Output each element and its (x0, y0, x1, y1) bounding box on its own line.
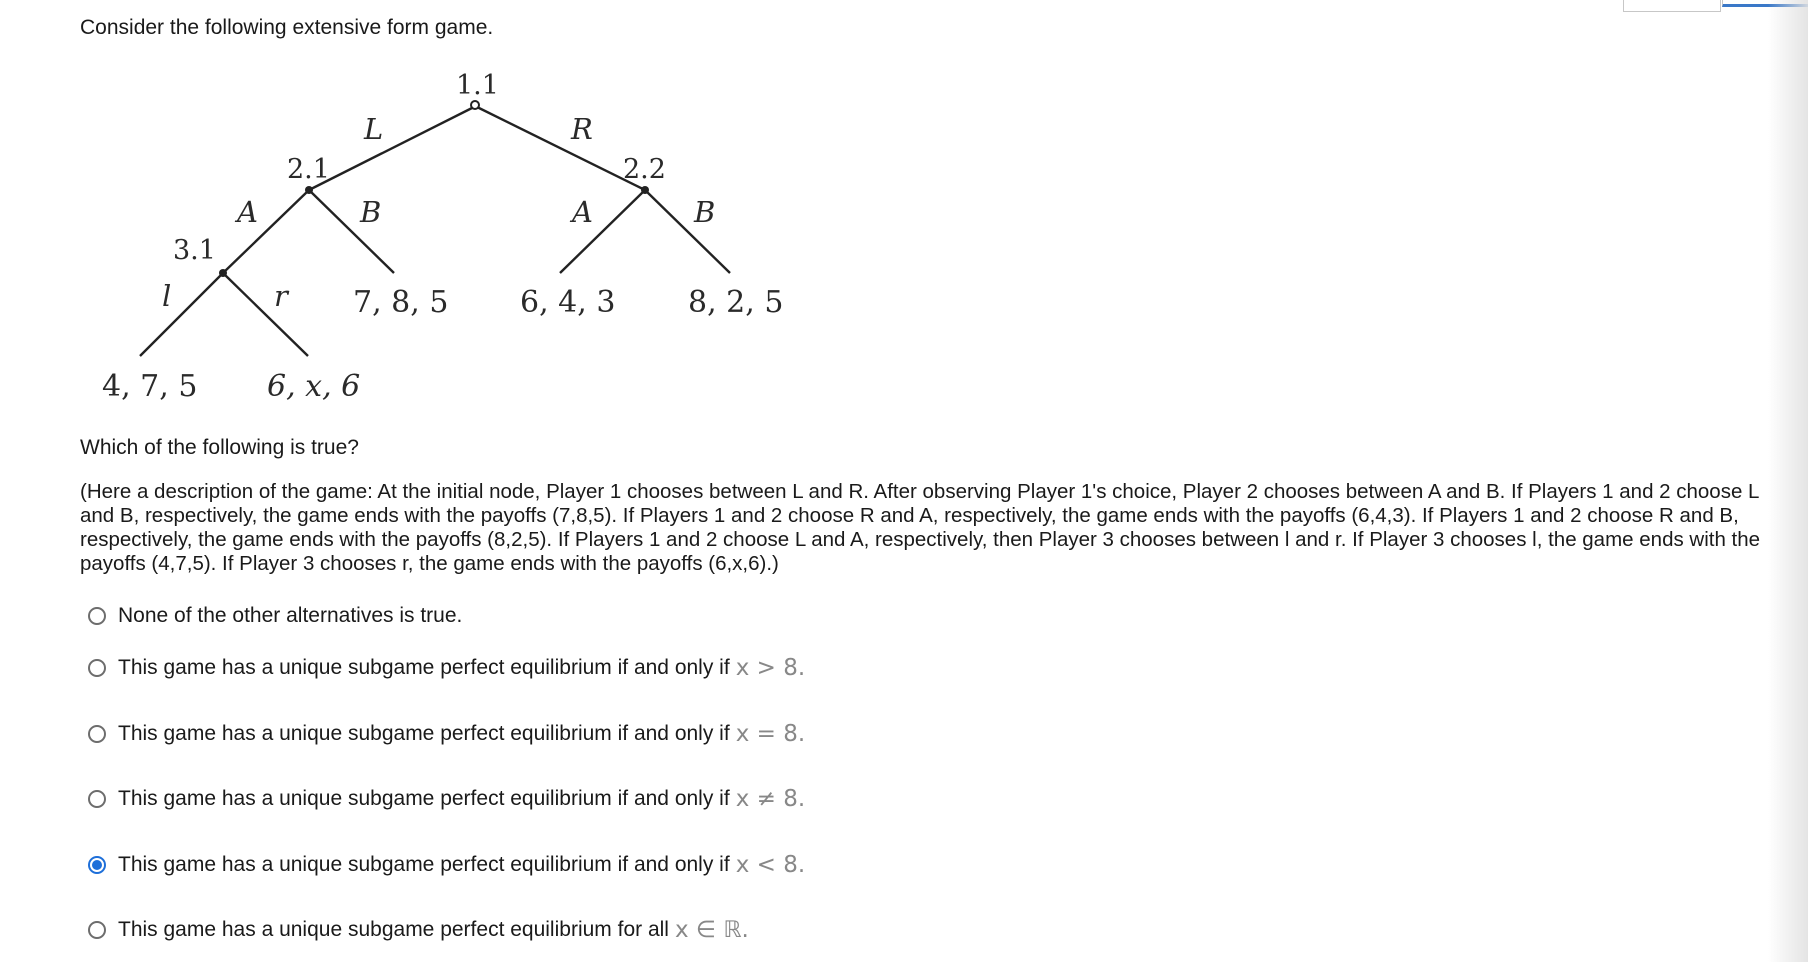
option-none[interactable] (88, 602, 462, 630)
node-label-p3: 3.1 (173, 235, 216, 266)
node-p2-left (305, 186, 313, 194)
game-description: (Here a description of the game: At the initial node, Player 1 chooses between L and R. After observing Player 1's choice, Player 2 chooses between A and B. If Players 1 and 2 choose L and B, respectively, the game ends with the payoffs (7,8,5). If Players 1 and 2 choose R and A, respectively, the game ends with the payoffs (6,4,3). If Players 1 and 2 choose R and B, respectively, the game ends with the payoffs (8,2,5). If Players 1 and 2 choose L and A, respectively, then Player 3 chooses between l and r. If Player 3 chooses l, the game ends with the payoffs (4,7,5). If Player 3 chooses r, the game ends with the payoffs (6,x,6).) (80, 480, 1761, 575)
node-label-root: 1.1 (456, 70, 499, 101)
action-label-p3-r: r (274, 279, 288, 313)
scroll-edge-shadow (1768, 0, 1808, 962)
radio-button[interactable] (88, 725, 106, 743)
option-text: This game has a unique subgame perfect equilibrium for all (118, 918, 669, 941)
branch-root-left (309, 107, 474, 190)
option-math: x = 8. (735, 721, 806, 747)
branch-p3-r (223, 273, 308, 356)
payoff-lal: 4, 7, 5 (102, 369, 198, 404)
option-x-equal-8[interactable] (88, 720, 805, 748)
action-label-root-left: L (364, 112, 384, 146)
option-math: x > 8. (735, 655, 806, 681)
option-text: None of the other alternatives is true. (118, 604, 463, 627)
radio-button[interactable] (88, 790, 106, 808)
game-tree-diagram (0, 0, 820, 420)
option-text: This game has a unique subgame perfect equilibrium if and only if (118, 722, 730, 745)
action-label-p2-left-a: A (237, 195, 258, 229)
node-p2-right (641, 186, 649, 194)
branch-root-right (477, 107, 645, 190)
branch-p2-right-b (645, 190, 730, 273)
action-label-p2-right-b: B (694, 195, 716, 229)
option-text: This game has a unique subgame perfect equilibrium if and only if (118, 787, 730, 810)
radio-button[interactable] (88, 659, 106, 677)
payoff-lb: 7, 8, 5 (353, 285, 449, 320)
action-label-p2-right-a: A (572, 195, 593, 229)
payoff-lar: 6, x, 6 (267, 369, 361, 404)
branch-p2-left-a (223, 190, 309, 273)
action-label-p3-l: l (162, 279, 172, 313)
radio-button[interactable] (88, 607, 106, 625)
node-label-p2-right: 2.2 (623, 154, 666, 185)
question-prompt: Which of the following is true? (80, 436, 359, 459)
option-math: x ∈ ℝ. (674, 917, 749, 943)
option-all-x[interactable] (88, 916, 749, 944)
option-text: This game has a unique subgame perfect equilibrium if and only if (118, 656, 730, 679)
corner-ui-fragment (1623, 0, 1721, 12)
node-label-p2-left: 2.1 (287, 154, 330, 185)
option-x-greater-8[interactable] (88, 654, 805, 682)
question-intro: Consider the following extensive form game. (80, 16, 494, 39)
node-root (471, 101, 479, 109)
option-x-less-8[interactable] (88, 851, 805, 879)
option-x-not-equal-8[interactable] (88, 785, 805, 813)
node-p3 (219, 269, 227, 277)
option-math: x ≠ 8. (735, 786, 806, 812)
option-text: This game has a unique subgame perfect equilibrium if and only if (118, 853, 730, 876)
option-math: x < 8. (735, 852, 806, 878)
radio-button[interactable] (88, 921, 106, 939)
payoff-rb: 8, 2, 5 (688, 285, 784, 320)
payoff-ra: 6, 4, 3 (520, 285, 616, 320)
action-label-p2-left-b: B (360, 195, 382, 229)
radio-button-selected[interactable] (88, 856, 106, 874)
branch-p3-l (140, 273, 223, 356)
action-label-root-right: R (571, 112, 593, 146)
